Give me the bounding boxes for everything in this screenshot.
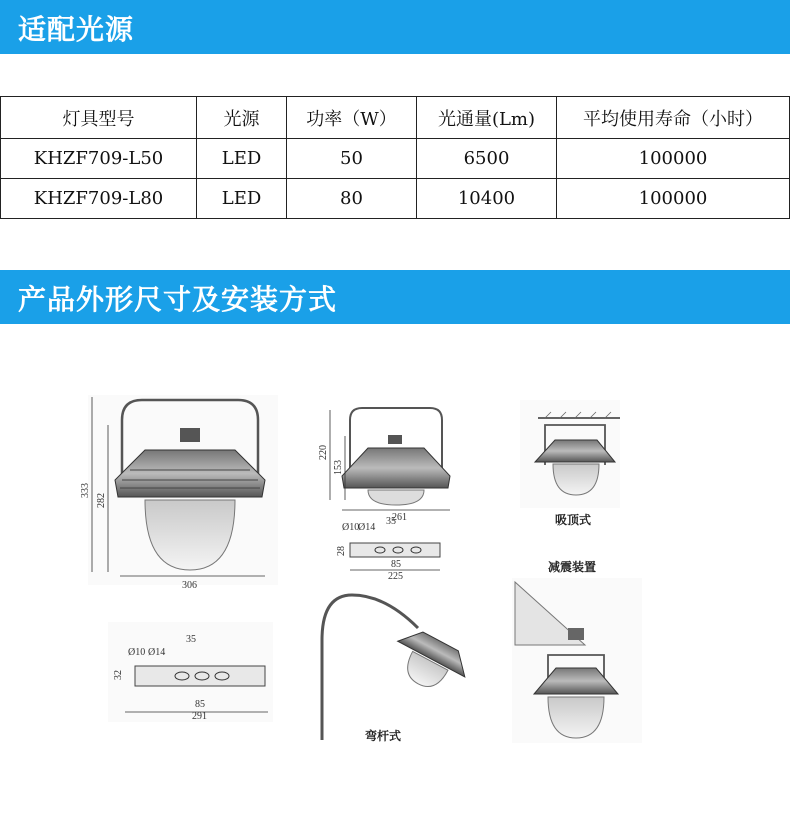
- dim-inner: 85: [391, 559, 401, 570]
- dim-width: 306: [182, 580, 197, 591]
- table-cell: 6500: [417, 139, 557, 179]
- dim-width: 225: [388, 571, 403, 582]
- caption-damping: 减震装置: [548, 560, 597, 574]
- pole-mount-drawing: [322, 595, 474, 743]
- curved-pole: [322, 595, 418, 740]
- header-cell: 光通量(Lm): [417, 97, 557, 139]
- dim-inner: 85: [195, 699, 205, 710]
- bracket-plate: [135, 666, 265, 686]
- dim-hole-small: Ø10: [342, 522, 360, 533]
- dim-width: 261: [392, 512, 407, 523]
- header-cell: 光源: [197, 97, 287, 139]
- table-cell: LED: [197, 179, 287, 219]
- caption-pole: 弯杆式: [365, 729, 402, 743]
- junction-box: [180, 428, 200, 442]
- table-cell: 80: [287, 179, 417, 219]
- dim-height-total: 333: [80, 483, 91, 498]
- ceiling-mount-drawing: [520, 400, 620, 527]
- table-row: [1, 139, 790, 179]
- bracket-plate: [350, 543, 440, 557]
- section-title: 产品外形尺寸及安装方式: [18, 283, 338, 316]
- junction-box: [388, 435, 402, 444]
- dim-width: 291: [192, 711, 207, 722]
- dim-spacing: 35: [386, 516, 396, 527]
- table-cell: KHZF709-L80: [1, 179, 197, 219]
- dim-height: 32: [113, 670, 124, 680]
- heatsink-body: [115, 450, 265, 497]
- table-header-row: [1, 97, 790, 139]
- dim-height: 28: [336, 546, 347, 556]
- dimension-drawings: [0, 325, 790, 821]
- table-cell: 50: [287, 139, 417, 179]
- table-cell: 100000: [557, 139, 790, 179]
- heatsink-body: [342, 448, 450, 488]
- damping-mount-drawing: [512, 578, 642, 743]
- section-banner-dimensions: [0, 270, 790, 324]
- bracket-small-drawing: [336, 516, 440, 582]
- lamp-side-drawing: [318, 408, 450, 523]
- bracket-large-drawing: [108, 622, 273, 722]
- dim-height-body: 153: [333, 460, 344, 475]
- table-cell: 100000: [557, 179, 790, 219]
- dim-hole-small: Ø10: [128, 647, 146, 658]
- spec-table: [0, 96, 790, 219]
- lamp-front-drawing: [80, 395, 278, 591]
- header-cell: 平均使用寿命（小时）: [557, 97, 790, 139]
- dim-hole-large: Ø14: [358, 522, 376, 533]
- dim-height-body: 282: [96, 493, 107, 508]
- table-cell: KHZF709-L50: [1, 139, 197, 179]
- caption-ceiling: 吸顶式: [555, 513, 592, 527]
- dim-height-total: 220: [318, 445, 329, 460]
- table-row: [1, 179, 790, 219]
- damper: [568, 628, 584, 640]
- dim-hole-large: Ø14: [148, 647, 166, 658]
- section-title: 适配光源: [18, 13, 135, 46]
- header-cell: 灯具型号: [1, 97, 197, 139]
- table-cell: 10400: [417, 179, 557, 219]
- table-cell: LED: [197, 139, 287, 179]
- section-banner-light-source: [0, 0, 790, 54]
- lens: [368, 490, 424, 505]
- dim-spacing: 35: [186, 634, 196, 645]
- header-cell: 功率（W）: [287, 97, 417, 139]
